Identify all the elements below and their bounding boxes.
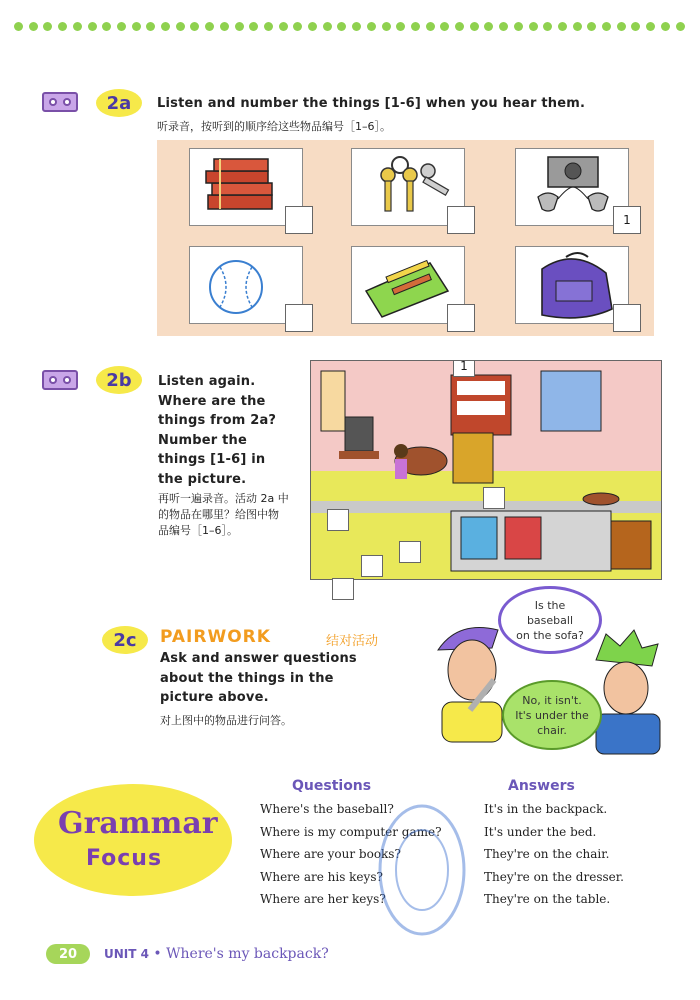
pairwork-title-zh: 结对活动 bbox=[326, 634, 379, 649]
bedroom-scene-picture bbox=[310, 360, 662, 580]
instruction-2b-en-line: things [1-6] in bbox=[158, 452, 266, 467]
border-dot bbox=[426, 22, 435, 31]
border-dot bbox=[514, 22, 523, 31]
border-dot bbox=[220, 22, 229, 31]
question-row: Where is my computer game? bbox=[260, 824, 442, 839]
bubble-line: chair. bbox=[537, 723, 567, 737]
speech-bubble-answer bbox=[502, 680, 602, 750]
border-dot bbox=[617, 22, 626, 31]
answer-row: They're on the chair. bbox=[484, 847, 610, 861]
section-badge-2c: 2c bbox=[102, 626, 148, 654]
border-dot bbox=[279, 22, 288, 31]
border-dot bbox=[455, 22, 464, 31]
cassette-icon bbox=[42, 370, 82, 394]
section-badge-2b: 2b bbox=[96, 366, 142, 394]
bubble-line: No, it isn't. bbox=[522, 693, 582, 707]
border-dot bbox=[484, 22, 493, 31]
answers-header: Answers bbox=[508, 778, 575, 794]
speech-bubble-question bbox=[498, 586, 602, 654]
footer-separator: • bbox=[153, 946, 162, 962]
border-dot bbox=[382, 22, 391, 31]
border-dot bbox=[308, 22, 317, 31]
border-dot bbox=[323, 22, 332, 31]
answer-box-computer-game[interactable]: 1 bbox=[613, 206, 641, 234]
footer-unit-title bbox=[104, 946, 329, 962]
listening-picture-panel bbox=[157, 140, 654, 336]
border-dot bbox=[396, 22, 405, 31]
border-dot bbox=[43, 22, 52, 31]
footer-unit-name: Where's my backpack? bbox=[166, 946, 329, 962]
item-card-computer-game bbox=[515, 148, 629, 226]
scene-answer-box-3[interactable] bbox=[327, 509, 349, 531]
border-dot bbox=[176, 22, 185, 31]
border-dot bbox=[631, 22, 640, 31]
bubble-line: Is the bbox=[534, 598, 566, 612]
footer-unit-label: UNIT 4 bbox=[104, 947, 149, 961]
border-dot bbox=[602, 22, 611, 31]
grammar-focus-title-line1: Grammar bbox=[58, 806, 218, 841]
border-dot bbox=[14, 22, 23, 31]
border-dot bbox=[337, 22, 346, 31]
border-dot bbox=[205, 22, 214, 31]
scene-answer-box-2[interactable] bbox=[483, 487, 505, 509]
border-dot bbox=[543, 22, 552, 31]
questions-header: Questions bbox=[292, 778, 372, 794]
border-dot bbox=[117, 22, 126, 31]
border-dot bbox=[411, 22, 420, 31]
scene-answer-box-1[interactable]: 1 bbox=[453, 360, 475, 377]
instruction-2c-zh: 对上图中的物品进行问答。 bbox=[160, 714, 292, 727]
border-dot bbox=[352, 22, 361, 31]
border-dot bbox=[661, 22, 670, 31]
answer-box-books[interactable] bbox=[285, 206, 313, 234]
section-badge-2a: 2a bbox=[96, 89, 142, 117]
page-number: 20 bbox=[46, 944, 90, 964]
bubble-line: on the sofa? bbox=[516, 628, 584, 642]
answer-row: They're on the table. bbox=[484, 892, 611, 906]
instruction-2b-zh-line: 品编号［1–6］。 bbox=[158, 524, 238, 537]
border-dot bbox=[470, 22, 479, 31]
answer-row: They're on the dresser. bbox=[484, 869, 624, 884]
bubble-line: baseball bbox=[526, 613, 574, 627]
cassette-icon bbox=[42, 92, 82, 116]
border-dot bbox=[102, 22, 111, 31]
answer-box-baseball[interactable] bbox=[285, 304, 313, 332]
question-row: Where are his keys? bbox=[260, 869, 383, 884]
border-dot bbox=[29, 22, 38, 31]
instruction-2c-en-line: picture above. bbox=[160, 690, 269, 705]
border-dot bbox=[88, 22, 97, 31]
instruction-2a-zh: 听录音，按听到的顺序给这些物品编号［1–6］。 bbox=[157, 120, 391, 133]
instruction-2b-en-line: Where are the bbox=[158, 393, 266, 409]
border-dot bbox=[161, 22, 170, 31]
answer-box-backpack[interactable] bbox=[613, 304, 641, 332]
border-dot bbox=[293, 22, 302, 31]
question-row: Where's the baseball? bbox=[260, 802, 394, 816]
border-dot bbox=[529, 22, 538, 31]
border-dot bbox=[73, 22, 82, 31]
border-dot bbox=[190, 22, 199, 31]
border-dot bbox=[146, 22, 155, 31]
instruction-2b-en-line: Number the bbox=[158, 432, 248, 448]
border-dot bbox=[558, 22, 567, 31]
computer-game-icon bbox=[516, 149, 628, 225]
border-dot bbox=[499, 22, 508, 31]
instruction-2b-en-line: Listen again. bbox=[158, 374, 256, 389]
bubble-line: It's under the bbox=[515, 708, 589, 722]
bedroom-scene-illustration bbox=[311, 361, 661, 579]
question-row: Where are her keys? bbox=[260, 892, 386, 906]
border-dot bbox=[235, 22, 244, 31]
instruction-2c-en-line: Ask and answer questions bbox=[160, 651, 357, 666]
answer-row: It's in the backpack. bbox=[484, 802, 608, 816]
border-dot bbox=[367, 22, 376, 31]
answer-row: It's under the bed. bbox=[484, 824, 597, 839]
border-dot bbox=[132, 22, 141, 31]
top-dot-border bbox=[14, 20, 690, 34]
border-dot bbox=[573, 22, 582, 31]
border-dot bbox=[676, 22, 685, 31]
border-dot bbox=[249, 22, 258, 31]
question-row: Where are your books? bbox=[260, 847, 401, 861]
border-dot bbox=[58, 22, 67, 31]
border-dot bbox=[264, 22, 273, 31]
pairwork-title: PAIRWORK bbox=[160, 627, 271, 647]
scene-answer-box-6[interactable] bbox=[332, 578, 354, 600]
border-dot bbox=[646, 22, 655, 31]
instruction-2a-en: Listen and number the things [1-6] when you hear them. bbox=[157, 96, 586, 111]
item-card-backpack bbox=[515, 246, 629, 324]
watermark-seal bbox=[376, 800, 468, 940]
scene-answer-box-4[interactable] bbox=[399, 541, 421, 563]
border-dot bbox=[587, 22, 596, 31]
grammar-focus-title-line2: Focus bbox=[86, 846, 163, 871]
answer-box-keys[interactable] bbox=[447, 206, 475, 234]
instruction-2c-en-line: about the things in the bbox=[160, 670, 334, 686]
instruction-2b-en-line: the picture. bbox=[158, 471, 247, 487]
instruction-2b-zh-line: 的物品在哪里？给图中物 bbox=[158, 508, 279, 521]
instruction-2b-en-line: things from 2a? bbox=[158, 413, 277, 428]
border-dot bbox=[440, 22, 449, 31]
answer-box-pencil-case[interactable] bbox=[447, 304, 475, 332]
backpack-icon bbox=[516, 247, 628, 323]
scene-answer-box-5[interactable] bbox=[361, 555, 383, 577]
instruction-2b-zh-line: 再听一遍录音。活动 2a 中 bbox=[158, 492, 289, 505]
